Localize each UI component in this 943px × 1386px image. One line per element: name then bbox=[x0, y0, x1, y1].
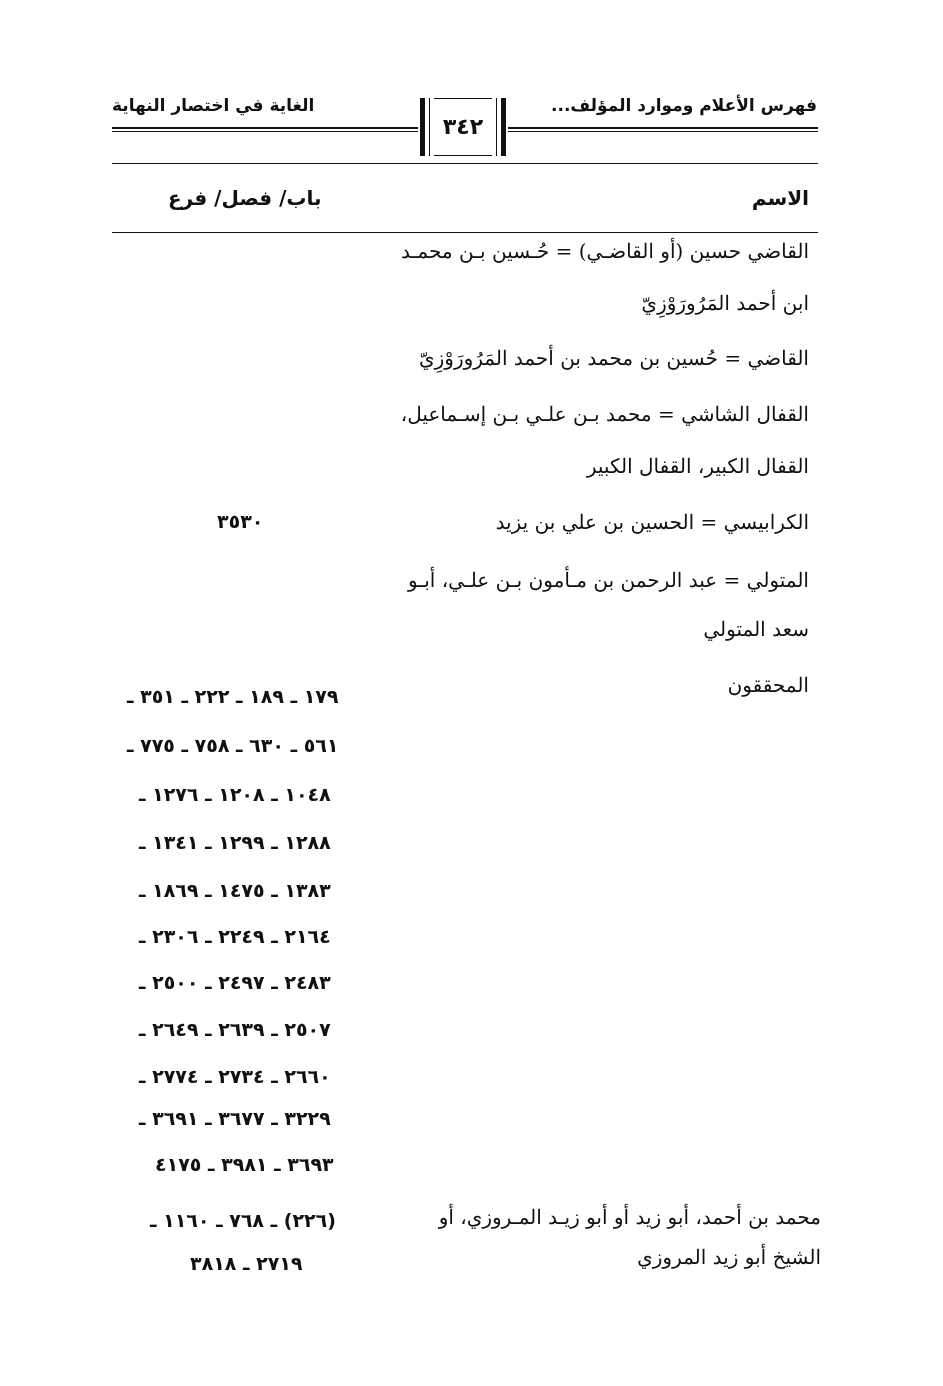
entry-name-line: القاضي = حُسين بن محمد بن أحمد المَرُورَوْزِيّ bbox=[418, 346, 809, 370]
entry-reference-line: ٢٤٨٣ ـ ٢٤٩٧ ـ ٢٥٠٠ ـ bbox=[139, 972, 331, 994]
header-rule-left-thin bbox=[112, 131, 418, 132]
header-bottom-rule bbox=[112, 163, 818, 164]
entry-reference-line: ٢٥٠٧ ـ ٢٦٣٩ ـ ٢٦٤٩ ـ bbox=[139, 1019, 331, 1041]
entry-reference-line: ٣٢٢٩ ـ ٣٦٧٧ ـ ٣٦٩١ ـ bbox=[139, 1108, 331, 1130]
header-rule-left bbox=[112, 127, 418, 129]
entry-reference-line: ١٣٨٣ ـ ١٤٧٥ ـ ١٨٦٩ ـ bbox=[139, 880, 331, 902]
entry-reference-line: ١٧٩ ـ ١٨٩ ـ ٢٢٢ ـ ٣٥١ ـ bbox=[127, 686, 339, 708]
page-number: ٣٤٢ bbox=[434, 98, 492, 156]
running-header-section-title: فهرس الأعلام وموارد المؤلف... bbox=[551, 96, 817, 116]
entry-reference-line: (٢٢٦) ـ ٧٦٨ ـ ١١٦٠ ـ bbox=[150, 1210, 336, 1232]
entry-name-line: المحققون bbox=[727, 673, 809, 697]
entry-reference-line: ٢٧١٩ ـ ٣٨١٨ bbox=[190, 1253, 303, 1275]
entry-reference-line: ٣٦٩٣ ـ ٣٩٨١ ـ ٤١٧٥ bbox=[155, 1154, 334, 1176]
header-rule-right bbox=[508, 127, 818, 129]
column-header-name: الاسم bbox=[751, 186, 809, 210]
entry-name-line: محمد بن أحمد، أبو زيد أو أبو زيـد المـروزي، أو bbox=[438, 1205, 821, 1229]
entry-reference-line: ٣٥٣٠ bbox=[217, 511, 264, 533]
entry-name-line: الكرابيسي = الحسين بن علي بن يزيد bbox=[495, 510, 809, 534]
entry-name-line: ابن أحمد المَرُورَوْزِيّ bbox=[641, 291, 809, 315]
column-header-rule bbox=[112, 232, 818, 233]
column-header-reference: باب/ فصل/ فرع bbox=[168, 186, 322, 210]
entry-reference-line: ١٠٤٨ ـ ١٢٠٨ ـ ١٢٧٦ ـ bbox=[139, 784, 331, 806]
entry-name-line: الشيخ أبو زيد المروزي bbox=[637, 1245, 821, 1269]
entry-reference-line: ١٢٨٨ ـ ١٢٩٩ ـ ١٣٤١ ـ bbox=[139, 832, 331, 854]
entry-name-line: القفال الكبير، القفال الكبير bbox=[586, 454, 809, 478]
entry-reference-line: ٢٦٦٠ ـ ٢٧٣٤ ـ ٢٧٧٤ ـ bbox=[139, 1066, 331, 1088]
entry-name-line: القفال الشاشي = محمد بـن علـي بـن إسـماعيل، bbox=[400, 402, 809, 426]
page-number-frame bbox=[420, 98, 506, 156]
entry-reference-line: ٥٦١ ـ ٦٣٠ ـ ٧٥٨ ـ ٧٧٥ ـ bbox=[127, 735, 339, 757]
running-header-book-title: الغاية في اختصار النهاية bbox=[112, 96, 315, 116]
entry-reference-line: ٢١٦٤ ـ ٢٢٤٩ ـ ٢٣٠٦ ـ bbox=[139, 926, 331, 948]
header-rule-right-thin bbox=[508, 131, 818, 132]
entry-name-line: سعد المتولي bbox=[703, 617, 809, 641]
entry-name-line: المتولي = عبد الرحمن بن مـأمون بـن علـي، أبـو bbox=[408, 568, 809, 592]
entry-name-line: القاضي حسين (أو القاضـي) = حُـسين بـن محمـد bbox=[401, 239, 809, 263]
